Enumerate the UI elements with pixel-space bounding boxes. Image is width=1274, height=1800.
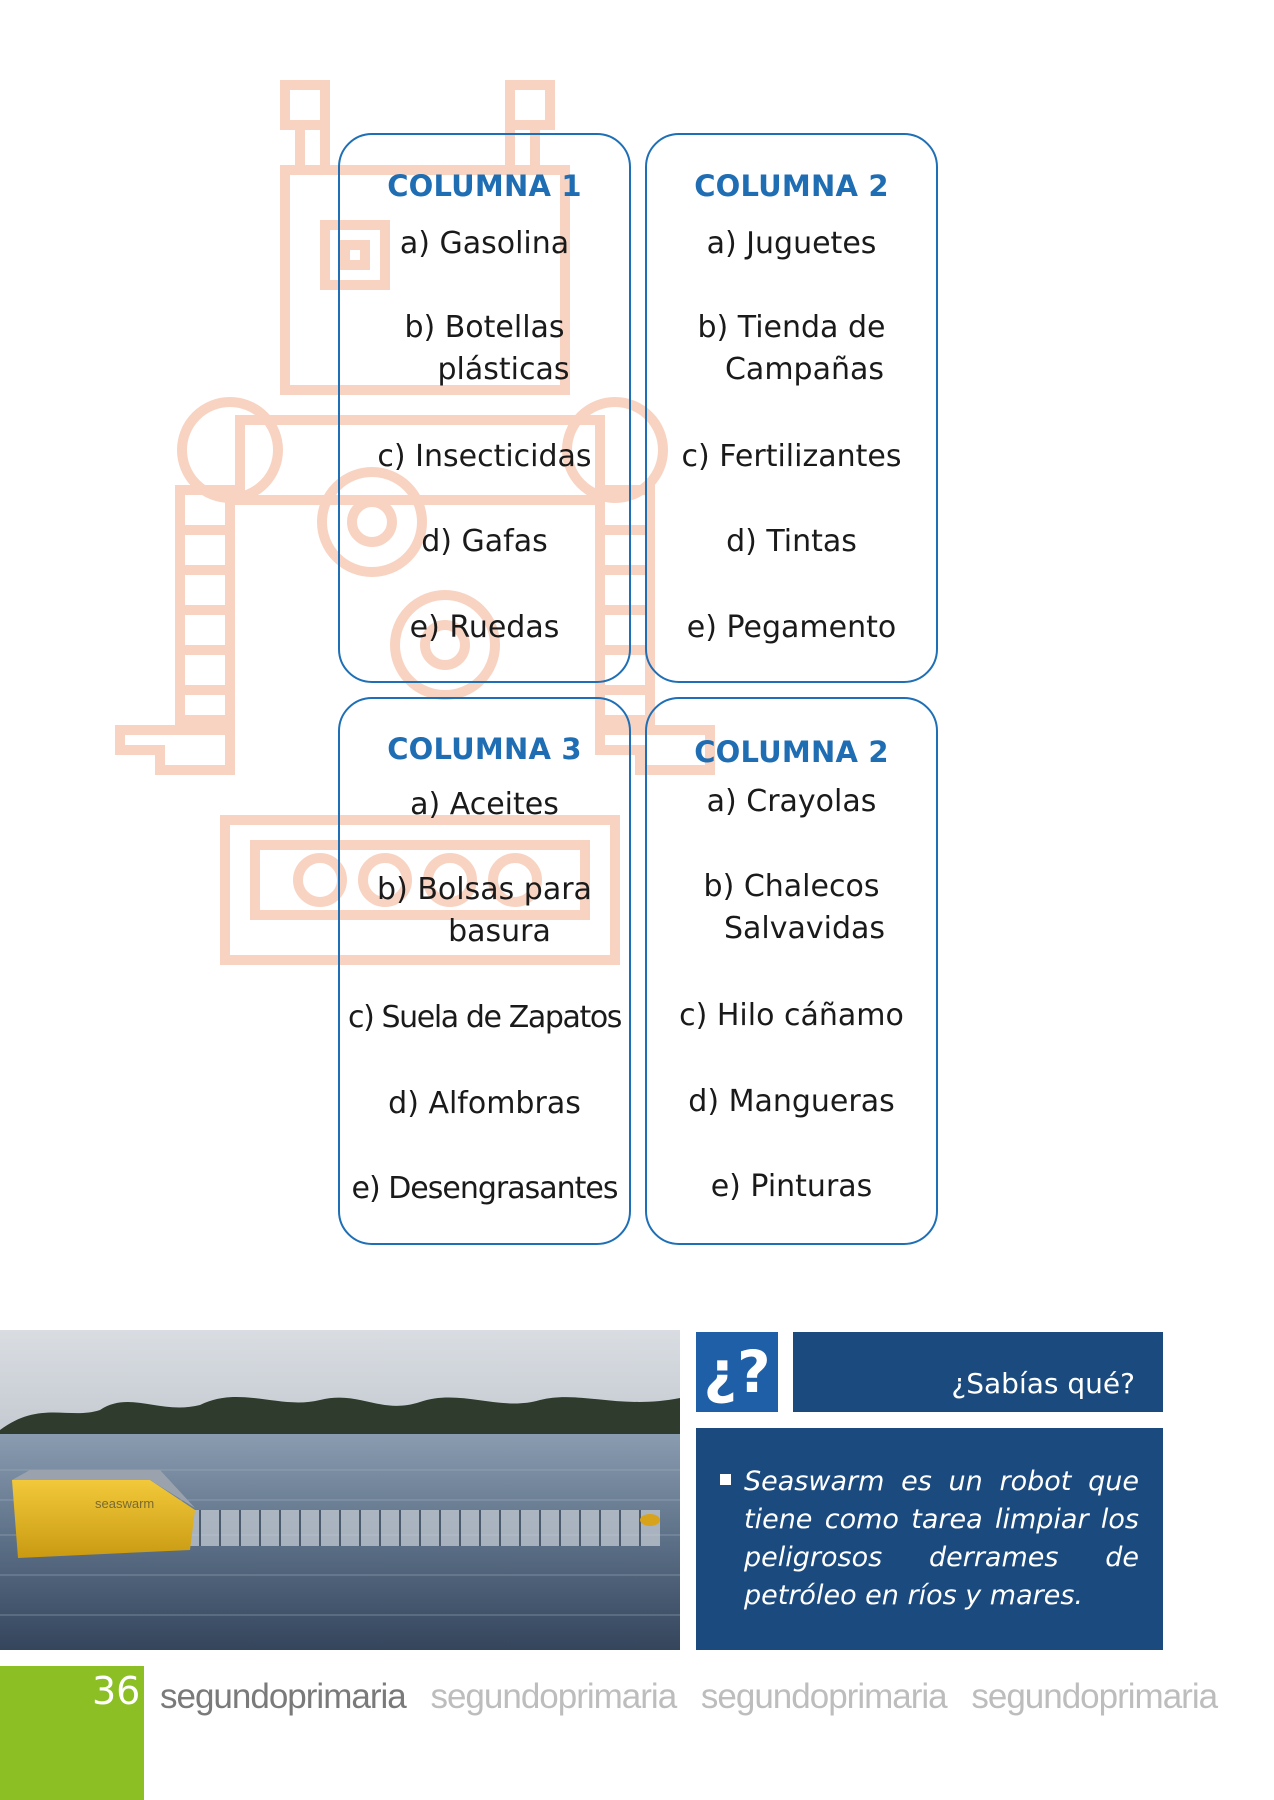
list-item: d) Alfombras: [388, 1086, 581, 1121]
list-item: e) Pinturas: [710, 1169, 873, 1204]
list-item: a) Gasolina: [399, 226, 570, 261]
card-columna-2-b: [645, 697, 938, 1245]
card-title: COLUMNA 3: [387, 732, 582, 766]
list-item: a) Crayolas: [706, 784, 877, 819]
footer-word: segundo: [971, 1677, 1099, 1716]
footer-word: segundo: [160, 1677, 288, 1716]
footer-word: primaria: [557, 1677, 677, 1716]
list-item: e) Ruedas: [409, 610, 560, 645]
footer-word: segundo: [700, 1677, 829, 1716]
card-columna-3: [338, 697, 631, 1245]
card-title: COLUMNA 2: [694, 169, 889, 203]
sabias-body: [696, 1428, 1163, 1650]
list-item: c) Fertilizantes: [681, 439, 902, 474]
sabias-header: ¿Sabías qué?: [793, 1332, 1163, 1412]
list-item: a) Juguetes: [706, 226, 877, 261]
list-item: d) Tintas: [726, 524, 857, 559]
seaswarm-label: seaswarm: [95, 1496, 155, 1511]
list-item: a) Aceites: [410, 787, 559, 822]
bullet-icon: [720, 1474, 731, 1485]
list-item: b) Tienda de Campañas: [697, 310, 886, 387]
footer-word: primaria: [287, 1677, 406, 1716]
list-item: c) Suela de Zapatos: [347, 1000, 622, 1035]
list-item: d) Mangueras: [688, 1084, 895, 1119]
list-item: e) Desengrasantes: [351, 1171, 618, 1206]
list-item: d) Gafas: [421, 524, 548, 559]
card-columna-1: [338, 133, 631, 683]
card-title: COLUMNA 1: [387, 169, 582, 203]
footer-word: primaria: [828, 1677, 947, 1716]
list-item: b) Bolsas para basura: [377, 872, 592, 949]
seaswarm-photo: [0, 1330, 680, 1650]
sabias-text: Seaswarm es un robot que tiene como tarea limpiar los peligrosos derrames de petróleo en ríos y mares.: [744, 1466, 1139, 1611]
list-item: b) Chalecos Salvavidas: [703, 869, 886, 946]
list-item: b) Botellas plásticas: [404, 310, 570, 387]
footer-word: segundo: [430, 1677, 558, 1716]
page-number: 36: [92, 1669, 141, 1713]
list-item: c) Insecticidas: [377, 439, 592, 474]
list-item: c) Hilo cáñamo: [679, 998, 904, 1033]
footer-band: [160, 1672, 1233, 1722]
list-item: e) Pegamento: [686, 610, 897, 645]
card-title: COLUMNA 2: [694, 735, 889, 769]
question-icon: ¿?: [696, 1332, 778, 1412]
footer-word: primaria: [1098, 1677, 1218, 1716]
card-columna-2: [645, 133, 938, 683]
